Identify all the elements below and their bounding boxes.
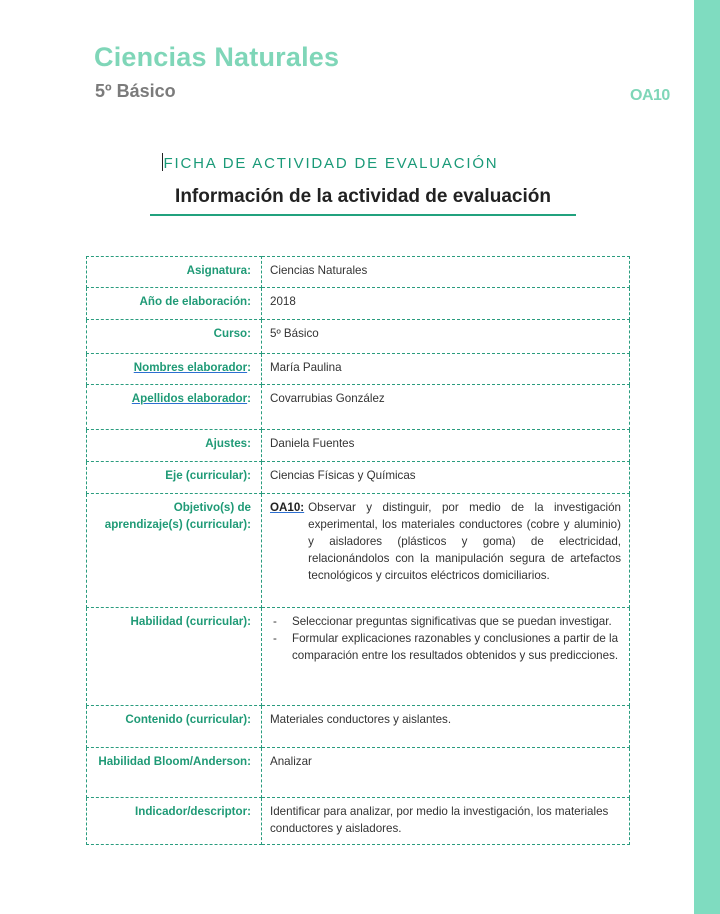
- objective-value: [262, 494, 630, 608]
- grade-label: 5º Básico: [95, 81, 176, 101]
- surnames-value: Covarrubias González: [262, 385, 630, 430]
- year-label: Año de elaboración:: [87, 288, 262, 320]
- oa-code: OA10: [630, 87, 670, 104]
- table-row: [87, 385, 630, 430]
- table-row: [87, 798, 630, 845]
- skill-label: Habilidad (curricular):: [87, 608, 262, 706]
- subject-label: Asignatura:: [87, 257, 262, 288]
- skill-list: [270, 613, 621, 664]
- table-row: [87, 494, 630, 608]
- activity-info-table: [86, 256, 630, 845]
- table-row: [87, 354, 630, 385]
- indicator-label: Indicador/descriptor:: [87, 798, 262, 845]
- table-row: [87, 430, 630, 462]
- sheet-type-heading: [0, 153, 720, 172]
- table-row: [87, 608, 630, 706]
- adjustments-value: Daniela Fuentes: [262, 430, 630, 462]
- sheet-type-text: ICHA DE ACTIVIDAD DE EVALUACIÓN: [174, 155, 499, 172]
- bloom-label: Habilidad Bloom/Anderson:: [87, 748, 262, 798]
- table-row: [87, 257, 630, 288]
- axis-value: Ciencias Físicas y Químicas: [262, 462, 630, 494]
- names-value: María Paulina: [262, 354, 630, 385]
- objective-block: [270, 499, 621, 584]
- names-label-colon: :: [247, 361, 251, 374]
- names-label-text: Nombres elaborador: [133, 361, 248, 374]
- table-row: [87, 748, 630, 798]
- year-value: 2018: [262, 288, 630, 320]
- surnames-label: [87, 385, 262, 430]
- content-value: Materiales conductores y aislantes.: [262, 706, 630, 748]
- table-row: [87, 288, 630, 320]
- list-item: - Seleccionar preguntas significativas que se puedan investigar.: [270, 613, 621, 630]
- objective-code: OA10:: [270, 501, 305, 514]
- objective-text: Observar y distinguir, por medio de la investigación experimental, los materiales conductores (cobre y aluminio) y aisladores (plásticos y goma) de electricidad, relacionándolos con la manipulación segura de artefactos tecnológicos y circuitos eléctricos domiciliarios.: [308, 501, 621, 582]
- bloom-value: Analizar: [262, 748, 630, 798]
- table-row: [87, 462, 630, 494]
- indicator-value: Identificar para analizar, por medio la investigación, los materiales conductores y aisladores.: [262, 798, 630, 845]
- content-label: Contenido (curricular):: [87, 706, 262, 748]
- text-cursor: [162, 153, 163, 171]
- names-label: [87, 354, 262, 385]
- table-row: [87, 706, 630, 748]
- section-title: Información de la actividad de evaluación: [150, 186, 576, 216]
- sheet-type-first-letter: F: [163, 155, 175, 172]
- axis-label: Eje (curricular):: [87, 462, 262, 494]
- subject-value: Ciencias Naturales: [262, 257, 630, 288]
- course-value: 5º Básico: [262, 320, 630, 354]
- objective-label: Objetivo(s) de aprendizaje(s) (curricular):: [87, 494, 262, 608]
- surnames-label-text: Apellidos elaborador: [131, 392, 248, 405]
- course-label: Curso:: [87, 320, 262, 354]
- table-row: [87, 320, 630, 354]
- side-accent-bar: [694, 0, 720, 914]
- skill-value: [262, 608, 630, 706]
- adjustments-label: Ajustes:: [87, 430, 262, 462]
- subject-title: Ciencias Naturales: [94, 42, 340, 72]
- surnames-label-colon: :: [247, 392, 251, 405]
- list-item: - Formular explicaciones razonables y conclusiones a partir de la comparación entre los resultados obtenidos y sus predicciones.: [270, 630, 621, 664]
